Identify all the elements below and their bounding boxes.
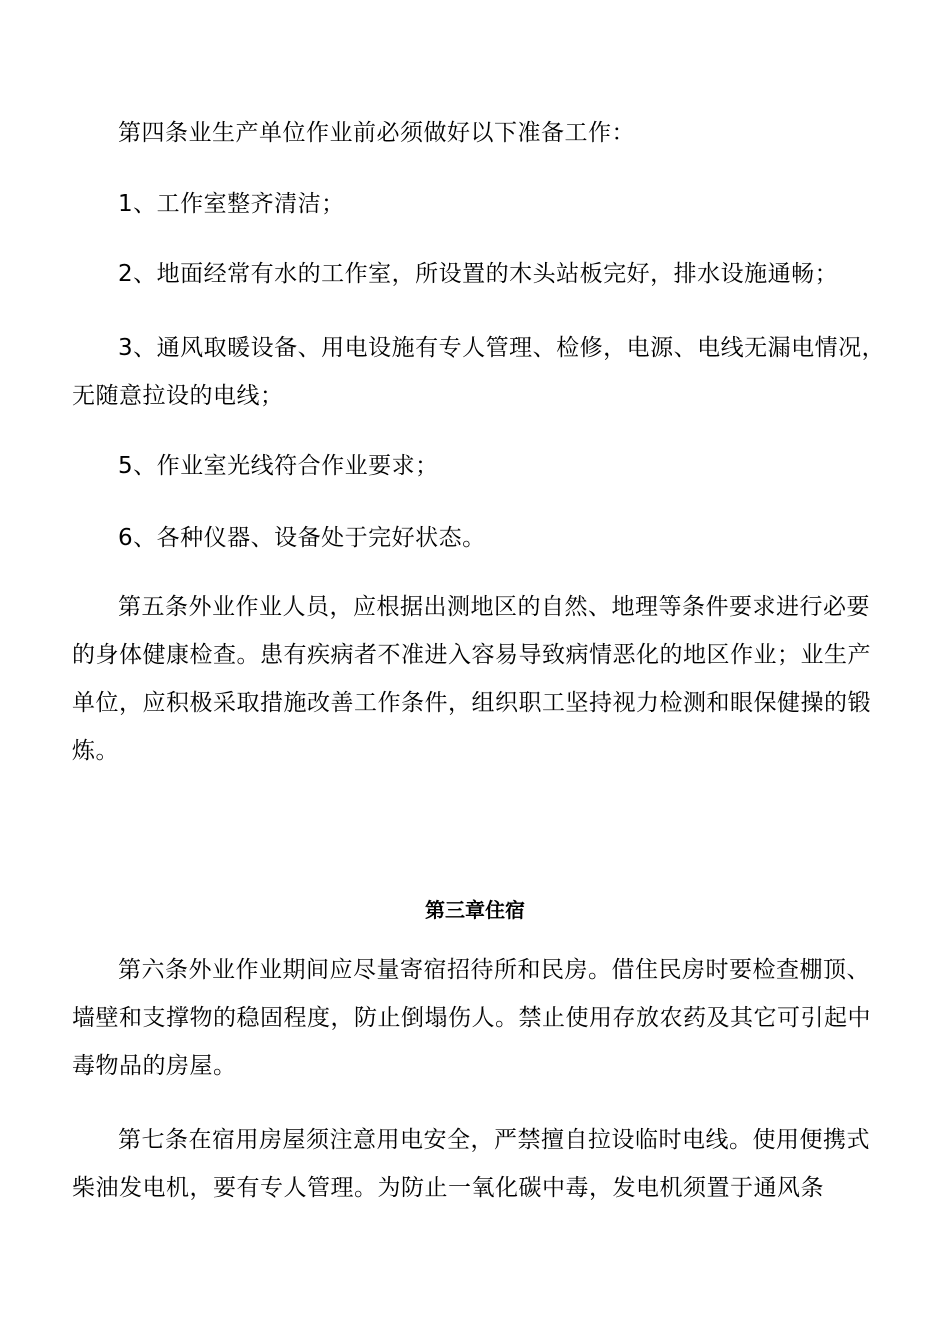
article-7-paragraph: 第七条在宿用房屋须注意用电安全，严禁擅自拉设临时电线。使用便携式柴油发电机，要有专人管理。为防止一氧化碳中毒，发电机须置于通风条	[72, 1127, 870, 1201]
list-item-1: 1、工作室整齐清洁；	[118, 191, 345, 217]
list-item-6: 6、各种仪器、设备处于完好状态。	[118, 525, 486, 551]
article-4-paragraph: 第四条业生产单位作业前必须做好以下准备工作：	[118, 120, 635, 146]
chapter-heading: 第三章住宿	[425, 898, 525, 922]
article-6-paragraph: 第六条外业作业期间应尽量寄宿招待所和民房。借住民房时要检查棚顶、墙壁和支撑物的稳固程度，防止倒塌伤人。禁止使用存放农药及其它可引起中毒物品的房屋。	[72, 957, 871, 1079]
list-item-5: 5、作业室光线符合作业要求；	[118, 453, 439, 479]
list-item-3: 3、通风取暖设备、用电设施有专人管理、检修，电源、电线无漏电情况，无随意拉设的电线；	[72, 335, 886, 409]
article-5-paragraph: 第五条外业作业人员，应根据出测地区的自然、地理等条件要求进行必要的身体健康检查。患有疾病者不准进入容易导致病情恶化的地区作业；业生产单位，应积极采取措施改善工作条件，组织职工坚持视力检测和眼保健操的锻炼。	[72, 594, 871, 764]
list-item-2: 2、地面经常有水的工作室，所设置的木头站板完好，排水设施通畅；	[118, 261, 839, 287]
